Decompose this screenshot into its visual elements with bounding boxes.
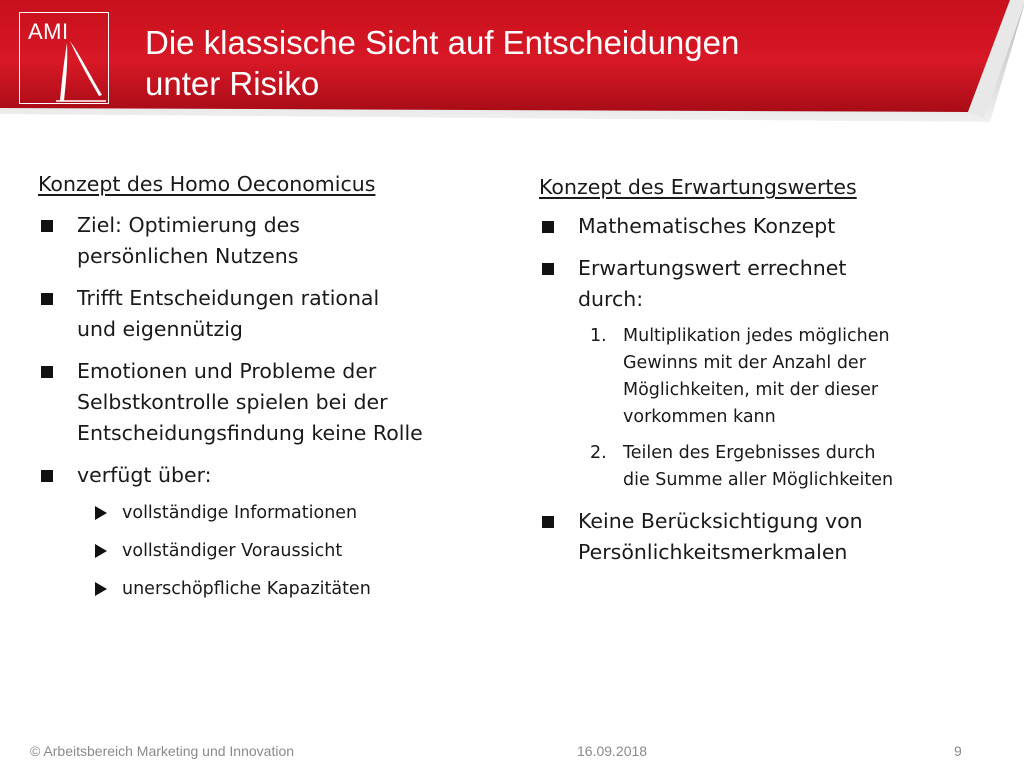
square-bullet-icon (542, 516, 554, 528)
bullet-item (38, 460, 518, 491)
bullet-item (38, 356, 518, 449)
triangle-bullet-icon (95, 582, 107, 596)
numbered-text: Teilen des Ergebnisses durch (623, 443, 876, 463)
footer-date: 16.09.2018 (577, 743, 648, 759)
square-bullet-icon (41, 220, 53, 232)
triangle-bullet-icon (95, 544, 107, 558)
sail-icon (20, 13, 110, 105)
slide-title (145, 22, 905, 104)
sub-item-text: unerschöpfliche Kapazitäten (122, 579, 371, 599)
sub-list-item (38, 577, 518, 601)
square-bullet-icon (41, 366, 53, 378)
left-heading: Konzept des Homo Oeconomicus (38, 172, 376, 196)
numbered-text: vorkommen kann (623, 407, 776, 427)
bullet-text: Erwartungswert errechnet (578, 256, 847, 280)
bullet-text: Ziel: Optimierung des (77, 213, 300, 237)
numbered-item (539, 440, 999, 494)
bullet-item (38, 283, 518, 345)
bullet-text: durch: (578, 287, 644, 311)
bullet-text: Trifft Entscheidungen rational (77, 286, 380, 310)
bullet-item (38, 210, 518, 272)
square-bullet-icon (41, 470, 53, 482)
item-number: 2. (590, 443, 607, 463)
bullet-item (539, 211, 999, 242)
item-number: 1. (590, 326, 607, 346)
square-bullet-icon (542, 263, 554, 275)
triangle-bullet-icon (95, 506, 107, 520)
numbered-text: die Summe aller Möglichkeiten (623, 470, 894, 490)
square-bullet-icon (41, 293, 53, 305)
logo-text: AMI (28, 19, 69, 44)
bullet-text: Selbstkontrolle spielen bei der (77, 390, 388, 414)
numbered-text: Gewinns mit der Anzahl der (623, 353, 866, 373)
header-banner (0, 0, 1024, 128)
sub-item-text: vollständige Informationen (122, 503, 358, 523)
bullet-text: Keine Berücksichtigung von (578, 509, 863, 533)
ami-logo (19, 12, 109, 104)
numbered-text: Möglichkeiten, mit der dieser (623, 380, 879, 400)
bullet-text: und eigennützig (77, 317, 243, 341)
title-line-1: Die klassische Sicht auf Entscheidungen (145, 24, 740, 61)
bullet-text: Mathematisches Konzept (578, 214, 836, 238)
bullet-item (539, 253, 999, 315)
left-column (38, 170, 518, 615)
bullet-text: verfügt über: (77, 463, 212, 487)
bullet-text: persönlichen Nutzens (77, 244, 299, 268)
numbered-text: Multiplikation jedes möglichen (623, 326, 890, 346)
sub-list-item (38, 501, 518, 525)
bullet-text: Persönlichkeitsmerkmalen (578, 540, 848, 564)
footer-copyright: © Arbeitsbereich Marketing und Innovation (30, 743, 295, 759)
sub-list-item (38, 539, 518, 563)
footer-page-number: 9 (954, 743, 962, 759)
right-column (539, 170, 999, 579)
sub-item-text: vollständiger Voraussicht (122, 541, 343, 561)
bullet-text: Entscheidungsfindung keine Rolle (77, 421, 423, 445)
bullet-text: Emotionen und Probleme der (77, 359, 377, 383)
square-bullet-icon (542, 221, 554, 233)
numbered-item (539, 323, 999, 431)
bullet-item (539, 506, 999, 568)
title-line-2: unter Risiko (145, 65, 320, 102)
right-heading: Konzept des Erwartungswertes (539, 175, 857, 199)
